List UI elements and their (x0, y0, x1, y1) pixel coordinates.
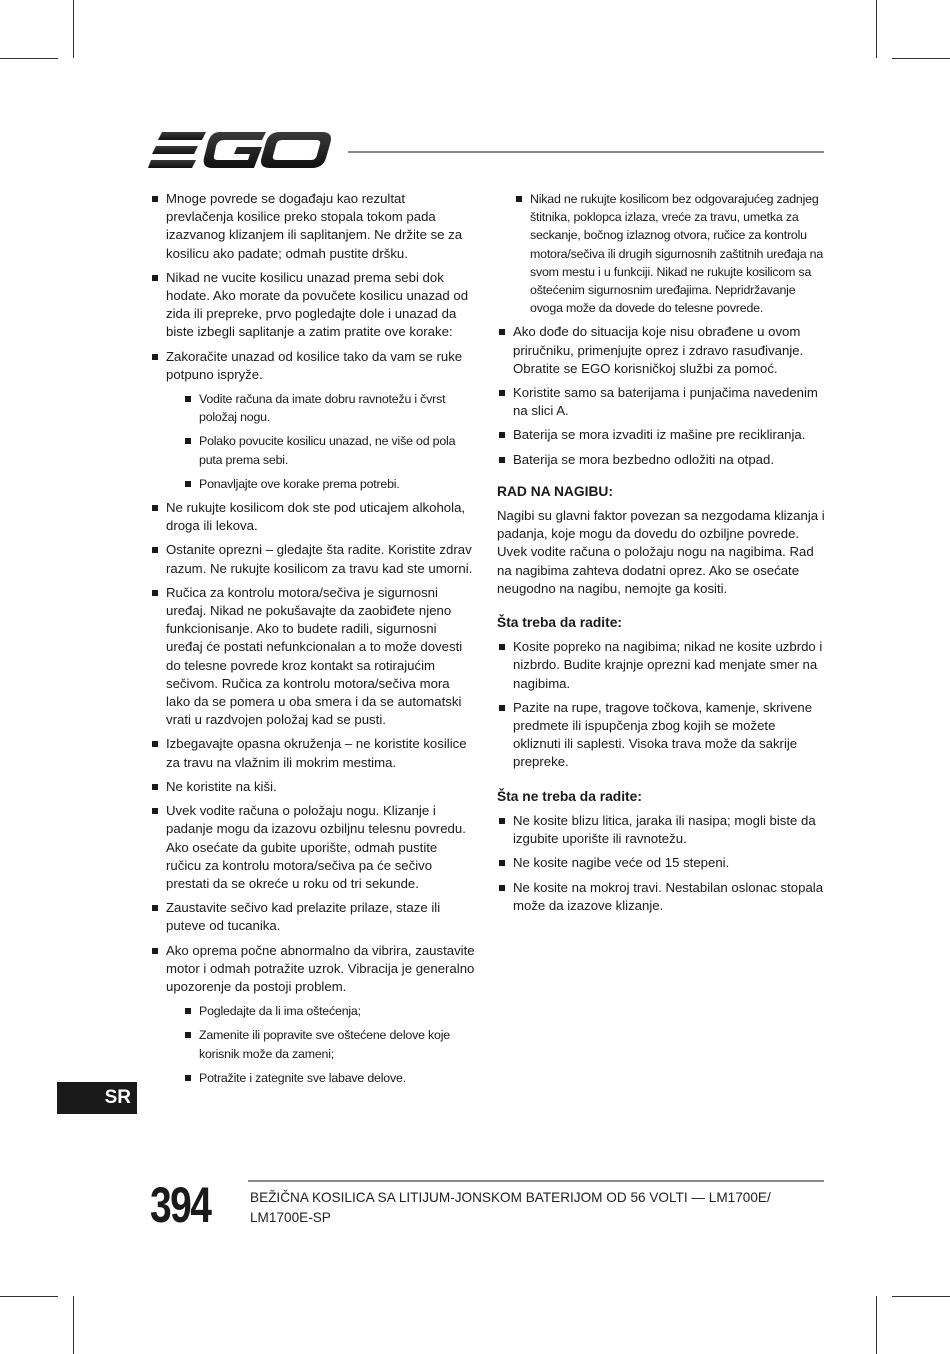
list-item: Izbegavajte opasna okruženja – ne koristite kosilice za travu na vlažnim ili mokrim mestima. (150, 735, 475, 771)
crop-mark (876, 0, 877, 58)
sub-list-item: Zamenite ili popravite sve oštećene delove koje korisnik može da zameni; (183, 1026, 475, 1062)
crop-mark (892, 58, 950, 59)
footer-rule (248, 1180, 824, 1182)
crop-mark (876, 1296, 877, 1354)
sub-list-item: Polako povucite kosilicu unazad, ne više od pola puta prema sebi. (183, 432, 475, 468)
sub-list (497, 190, 825, 317)
crop-mark (73, 0, 74, 58)
do-heading: Šta treba da radite: (497, 615, 622, 631)
list-item: Ne kosite nagibe veće od 15 stepeni. (497, 854, 825, 872)
dont-heading: Šta ne treba da radite: (497, 788, 642, 804)
header-rule (348, 151, 824, 153)
sub-list-item: Potražite i zategnite sve labave delove. (183, 1069, 475, 1087)
ego-logo (148, 128, 332, 172)
list-item: Kosite popreko na nagibima; nikad ne kosite uzbrdo i nizbrdo. Budite krajnje oprezni kad menjate smer na nagibima. (497, 638, 825, 693)
sub-list-item: Pogledajte da li ima oštećenja; (183, 1002, 475, 1020)
sub-list-item: Ponavljajte ove korake prema potrebi. (183, 475, 475, 493)
right-bullet-list (497, 323, 825, 468)
list-item: Ručica za kontrolu motora/sečiva je sigurnosni uređaj. Nikad ne pokušavajte da zaobiđete njeno funkcionisanje. Ako to budete radili, sigurnosni uređaj će postati nefunkcionalan a to može dovesti do telesne povrede kroz kontakt sa rotirajućim sečivom. Ručica za kontrolu motora/sečiva mora lako da se pomera u oba smera i da se automatski vrati u razdvojen položaj kad se pusti. (150, 584, 475, 730)
footer-title: BEŽIČNA KOSILICA SA LITIJUM-JONSKOM BATERIJOM OD 56 VOLTI — LM1700E/ LM1700E-SP (250, 1190, 771, 1225)
list-item: Nikad ne vucite kosilicu unazad prema sebi dok hodate. Ako morate da povučete kosilicu unazad od zida ili prepreke, prvo pogledajte dole i unazad da biste izbegli saplitanje a zatim pratite ove korake: (150, 269, 475, 342)
list-item: Mnoge povrede se događaju kao rezultat prevlačenja kosilice preko stopala tokom pada izazvanog klizanjem ili saplitanjem. Ne držite se za kosilicu ako padate; odmah pustite dršku. (150, 190, 475, 263)
list-item: Ne rukujte kosilicom dok ste pod uticajem alkohola, droga ili lekova. (150, 499, 475, 535)
list-item: Ne koristite na kiši. (150, 778, 475, 796)
sub-list (166, 1002, 475, 1087)
right-column (497, 190, 825, 921)
crop-mark (0, 1296, 58, 1297)
sub-list-item: Nikad ne rukujte kosilicom bez odgovarajućeg zadnjeg štitnika, poklopca izlaza, vreće za travu, umetka za seckanje, bočnog izlaznog otvora, ručice za kontrolu motora/sečiva ili drugih sigurnosnih zaštitnih uređaja na svom mestu i u funkciji. Nikad ne rukujte kosilicom sa oštećenim sigurnosnim uređajima. Nepridržavanje ovoga može da dovede do telesne povrede. (514, 190, 825, 317)
do-list (497, 638, 825, 771)
crop-mark (73, 1296, 74, 1354)
list-item: Zaustavite sečivo kad prelazite prilaze, staze ili puteve od tucanika. (150, 899, 475, 935)
sub-list (166, 390, 475, 493)
list-item: Ne kosite blizu litica, jaraka ili nasipa; mogli biste da izgubite uporište ili ravnotežu. (497, 812, 825, 848)
list-item: Zakoračite unazad od kosilice tako da vam se ruke potpuno isprуže. Vodite računa da imate dobru ravnotežu i čvrst položaj nogu. Polako povucite kosilicu unazad, ne više od pola puta prema sebi. Ponavljajte ove korake prema potrebi. (150, 348, 475, 493)
crop-mark (0, 58, 58, 59)
language-tab: SR (57, 1082, 137, 1114)
list-item: Pazite na rupe, tragove točkova, kamenje, skrivene predmete ili ispupčenja zbog kojih se možete okliznuti ili saplesti. Visoka trava može da sakrije prepreke. (497, 699, 825, 772)
left-column (150, 190, 475, 1093)
crop-mark (892, 1296, 950, 1297)
dont-list (497, 812, 825, 915)
list-item: Ostanite oprezni – gledajte šta radite. Koristite zdrav razum. Ne rukujte kosilicom za travu kad ste umorni. (150, 541, 475, 577)
list-item: Baterija se mora bezbedno odložiti na otpad. (497, 451, 825, 469)
sub-list-item: Vodite računa da imate dobru ravnotežu i čvrst položaj nogu. (183, 390, 475, 426)
slope-paragraph: Nagibi su glavni faktor povezan sa nezgodama klizanja i padanja, koje mogu da dovedu do ozbiljne povrede. Uvek vodite računa o položaju nogu na nagibima. Rad na nagibima zahteva dodatni oprez. Ako se osećate neugodno na nagibu, nemojte ga kositi. (497, 508, 825, 596)
list-item: Ako oprema počne abnormalno da vibrira, zaustavite motor i odmah potražite uzrok. Vibracija je generalno upozorenje da postoji problem. Pogledajte da li ima oštećenja; Zamenite ili popravite sve oštećene delove koje korisnik može da zameni; Potražite i zategnite sve labave delove. (150, 942, 475, 1087)
list-item: Koristite samo sa baterijama i punjačima navedenim na slici A. (497, 384, 825, 420)
left-bullet-list (150, 190, 475, 1087)
list-item: Baterija se mora izvaditi iz mašine pre recikliranja. (497, 426, 825, 444)
list-item: Ne kosite na mokroj travi. Nestabilan oslonac stopala može da izazove klizanje. (497, 879, 825, 915)
list-item: Uvek vodite računa o položaju nogu. Klizanje i padanje mogu da izazovu ozbiljnu telesnu povredu. Ako osećate da gubite uporište, odmah pustite ručicu za kontrolu motora/sečiva pa će sečivo prestati da se okreće u roku od tri sekunde. (150, 802, 475, 893)
list-item: Ako dođe do situacija koje nisu obrađene u ovom priručniku, primenjujte oprez i zdravo rasuđivanje. Obratite se EGO korisničkoj službi za pomoć. (497, 323, 825, 378)
slope-heading: RAD NA NAGIBU: (497, 483, 613, 499)
page-number: 394 (150, 1177, 211, 1233)
